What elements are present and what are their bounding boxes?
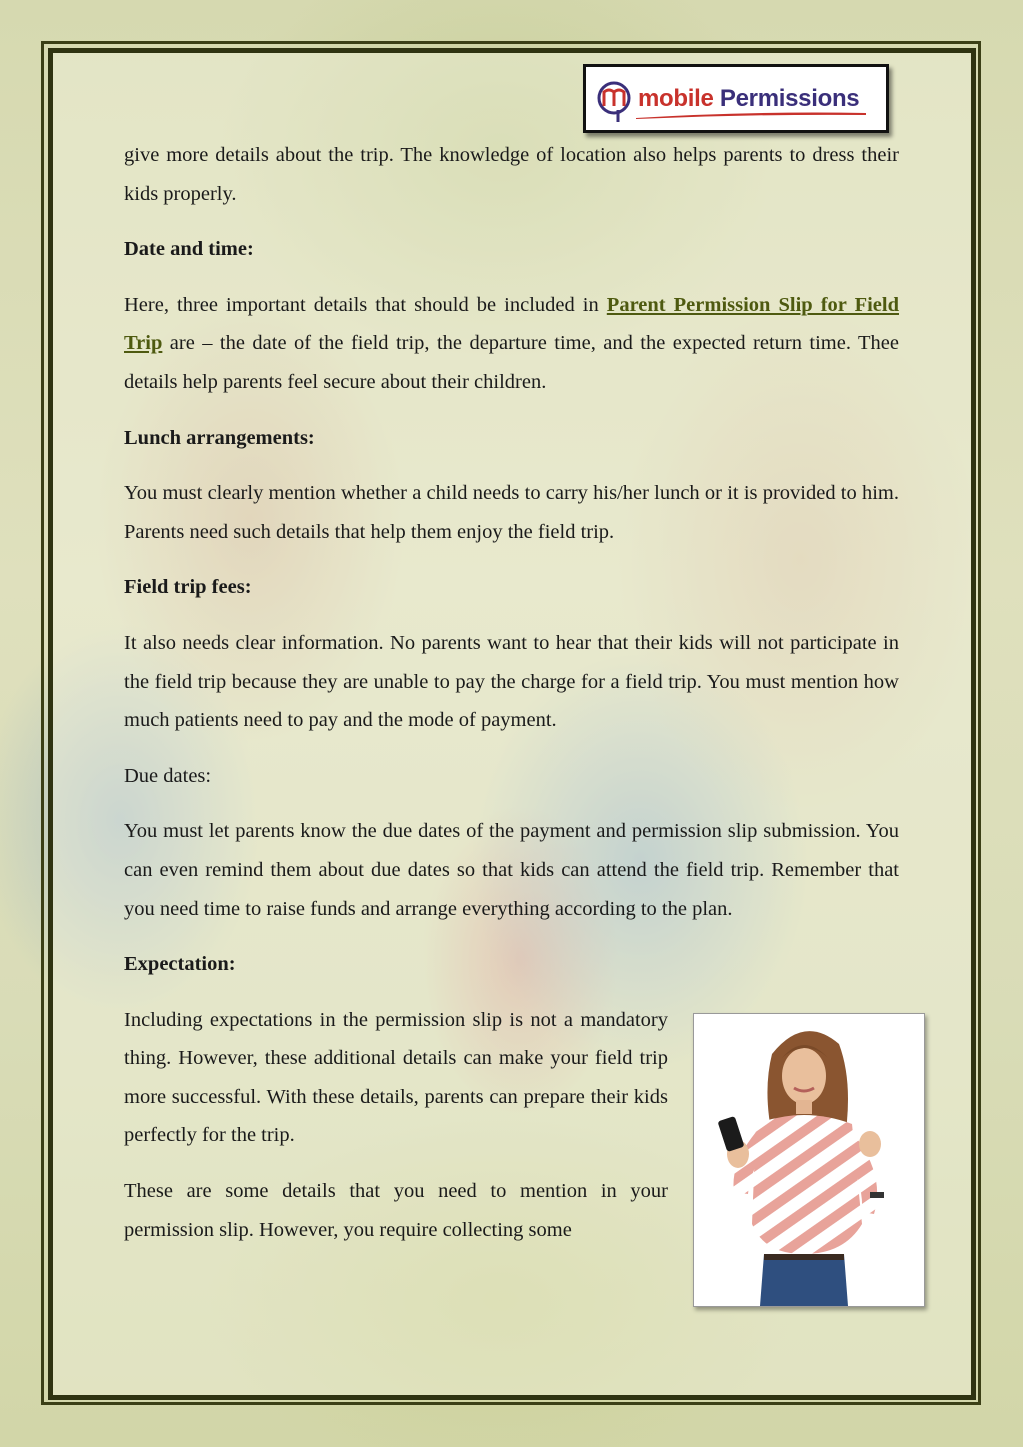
paragraph-due-dates: You must let parents know the due dates of the payment and permission slip submission. You can even remind them about due dates so that kids can attend the field trip. Remember that you need time to raise funds and arrange everything according to the plan.: [124, 820, 899, 920]
heading-due-dates: Due dates:: [124, 764, 212, 787]
paragraph-date-and-time: [124, 286, 899, 402]
woman-with-phone-photo: [693, 1013, 925, 1307]
paragraph-fees: It also needs clear information. No parents want to hear that their kids will not participate in the field trip because they are unable to pay the charge for a field trip. You must mention how much patients need to pay and the mode of payment.: [124, 631, 899, 732]
logo-m-icon: [596, 80, 634, 118]
woman-illustration-icon: [694, 1014, 924, 1306]
date-text-part2: are – the date of the field trip, the departure time, and the expected return time. Thee details help parents feel secure about their children.: [124, 332, 899, 393]
mobile-permissions-logo[interactable]: [583, 64, 889, 133]
logo-wordmark: [638, 85, 859, 113]
date-text-part1: Here, three important details that should be included in: [124, 293, 607, 316]
paragraph-location-continued: give more details about the trip. The knowledge of location also helps parents to dress their kids properly.: [124, 144, 899, 205]
logo-text-permissions: Permissions: [719, 84, 860, 112]
logo-swoosh-icon: [636, 111, 866, 119]
paragraph-lunch: You must clearly mention whether a child needs to carry his/her lunch or it is provided to him. Parents need such details that help them enjoy the field trip.: [124, 482, 899, 543]
link-parent-permission-slip[interactable]: Parent Permission Slip for Field Trip: [124, 293, 899, 355]
heading-field-trip-fees: Field trip fees:: [124, 576, 252, 599]
logo-text-mobile: mobile: [638, 84, 714, 112]
heading-date-and-time: Date and time:: [124, 238, 254, 261]
heading-expectation: Expectation:: [124, 953, 236, 976]
paragraph-closing: These are some details that you need to mention in your permission slip. However, you require collecting some: [124, 1180, 668, 1241]
paragraph-expectation: Including expectations in the permission slip is not a mandatory thing. However, these additional details can make your field trip more successful. With these details, parents can prepare their kids perfectly for the trip.: [124, 1008, 668, 1147]
heading-lunch-arrangements: Lunch arrangements:: [124, 426, 315, 449]
